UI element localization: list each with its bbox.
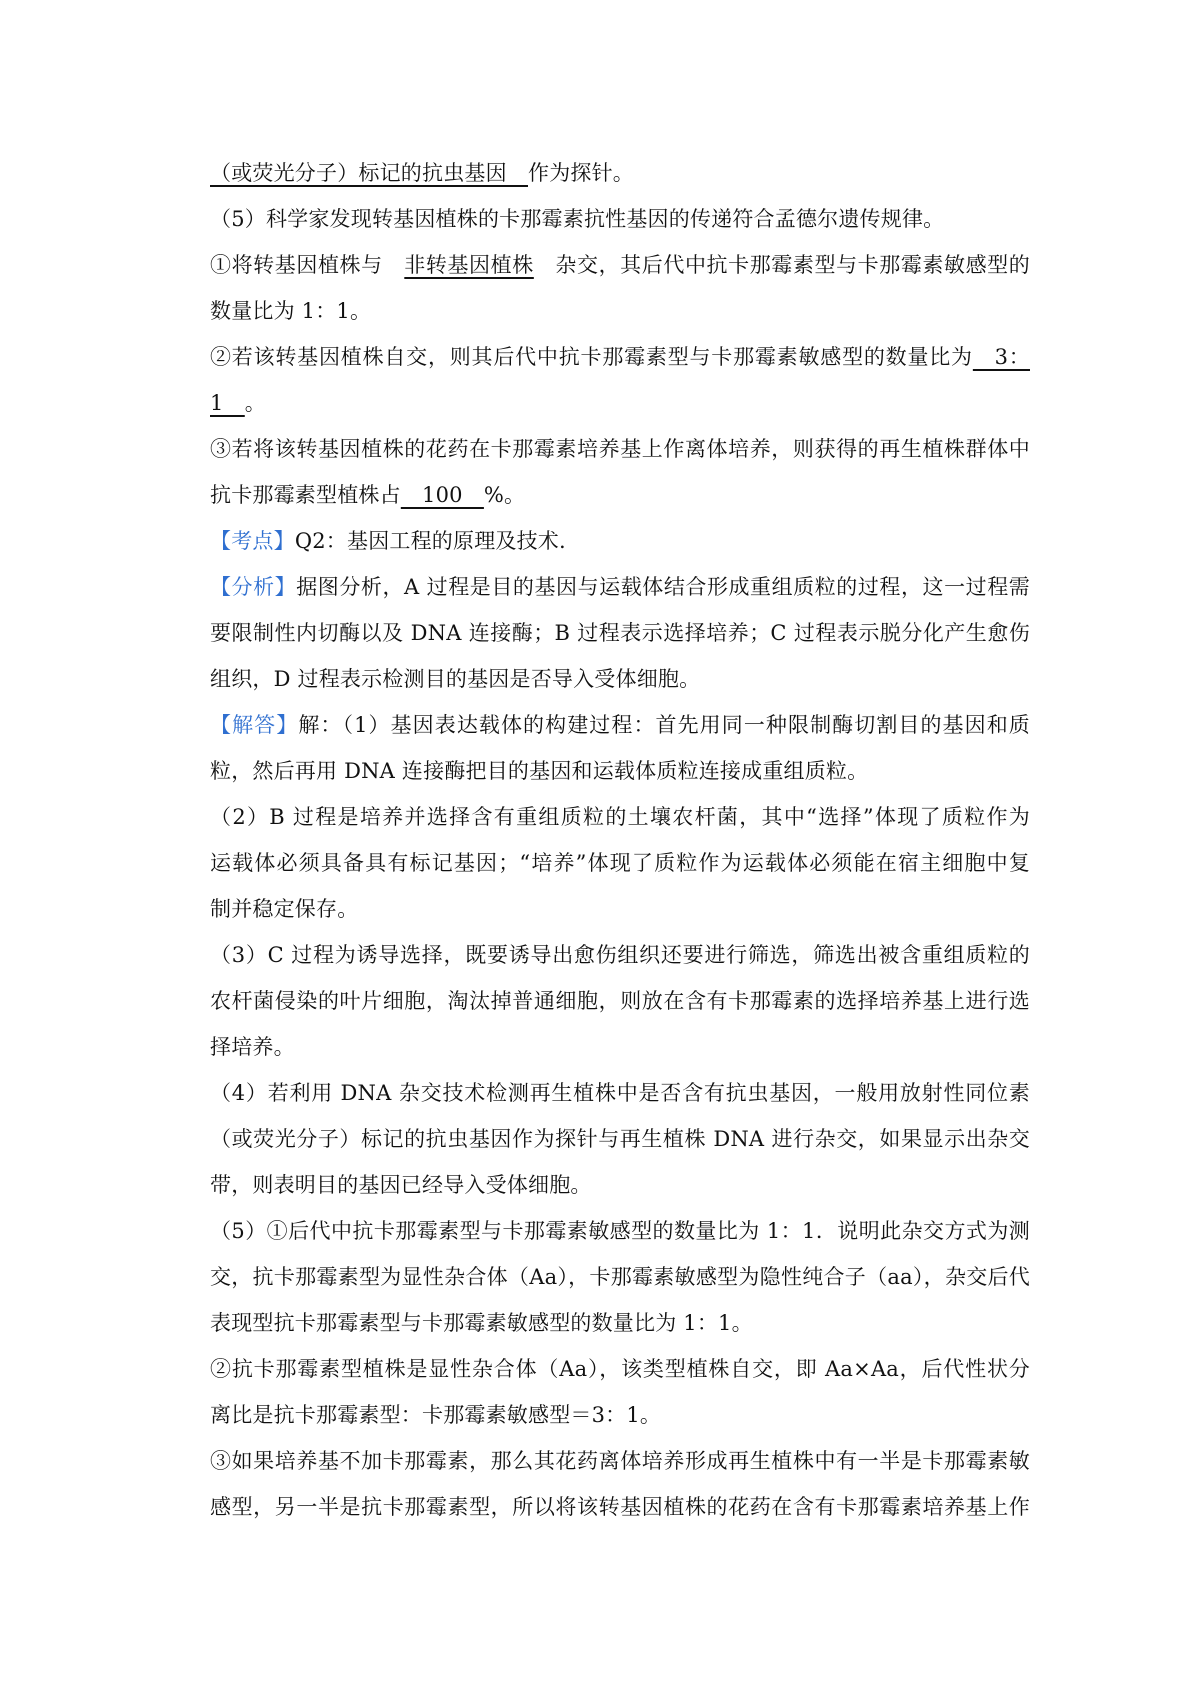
section-tag: 【考点】 bbox=[210, 529, 295, 553]
text-line bbox=[210, 610, 1030, 656]
answer-blank: 3： bbox=[972, 345, 1030, 369]
text-segment: 数量比为 1：1。 bbox=[210, 299, 372, 323]
text-line bbox=[210, 288, 1030, 334]
text-segment: 组织，D 过程表示检测目的基因是否导入受体细胞。 bbox=[210, 667, 701, 691]
text-line bbox=[210, 1208, 1030, 1254]
text-segment: 制并稳定保存。 bbox=[210, 897, 359, 921]
answer-blank: （或荧光分子）标记的抗虫基因 bbox=[210, 161, 528, 185]
text-segment: 抗卡那霉素型植株占 bbox=[210, 483, 401, 507]
text-segment: 农杆菌侵染的叶片细胞，淘汰掉普通细胞，则放在含有卡那霉素的选择培养基上进行选 bbox=[210, 989, 1030, 1013]
text-line bbox=[210, 1346, 1030, 1392]
text-line bbox=[210, 886, 1030, 932]
text-line bbox=[210, 242, 1030, 288]
text-line bbox=[210, 196, 1030, 242]
text-line bbox=[210, 932, 1030, 978]
text-line bbox=[210, 702, 1030, 748]
text-line bbox=[210, 656, 1030, 702]
text-segment: ②抗卡那霉素型植株是显性杂合体（Aa），该类型植株自交，即 Aa×Aa，后代性状分 bbox=[210, 1357, 1030, 1381]
text-segment: %。 bbox=[483, 483, 526, 507]
text-line bbox=[210, 748, 1030, 794]
text-line bbox=[210, 518, 1030, 564]
text-segment: ②若该转基因植株自交，则其后代中抗卡那霉素型与卡那霉素敏感型的数量比为 bbox=[210, 345, 973, 369]
text-segment: （2）B 过程是培养并选择含有重组质粒的土壤农杆菌，其中“选择”体现了质粒作为 bbox=[210, 805, 1030, 829]
answer-blank: 1 bbox=[210, 391, 245, 415]
text-segment: 。 bbox=[244, 391, 266, 415]
text-line bbox=[210, 380, 1030, 426]
text-segment: 杂交，其后代中抗卡那霉素型与卡那霉素敏感型的 bbox=[533, 253, 1030, 277]
text-line bbox=[210, 472, 1030, 518]
text-segment: 作为探针。 bbox=[528, 161, 634, 185]
text-line bbox=[210, 1300, 1030, 1346]
answer-blank: 非转基因植株 bbox=[404, 253, 534, 277]
text-segment: 解：（1）基因表达载体的构建过程：首先用同一种限制酶切割目的基因和质 bbox=[298, 713, 1030, 737]
text-segment: 表现型抗卡那霉素型与卡那霉素敏感型的数量比为 1：1。 bbox=[210, 1311, 753, 1335]
text-segment: ①将转基因植株与 bbox=[210, 253, 405, 277]
text-segment: （5）科学家发现转基因植株的卡那霉素抗性基因的传递符合孟德尔遗传规律。 bbox=[210, 207, 945, 231]
answer-text-body bbox=[210, 150, 1030, 1530]
text-segment: 要限制性内切酶以及 DNA 连接酶；B 过程表示选择培养；C 过程表示脱分化产生愈伤 bbox=[210, 621, 1030, 645]
text-segment: （3）C 过程为诱导选择，既要诱导出愈伤组织还要进行筛选，筛选出被含重组质粒的 bbox=[210, 943, 1030, 967]
text-segment: 粒，然后再用 DNA 连接酶把目的基因和运载体质粒连接成重组质粒。 bbox=[210, 759, 869, 783]
text-line bbox=[210, 426, 1030, 472]
text-line bbox=[210, 1254, 1030, 1300]
text-segment: 择培养。 bbox=[210, 1035, 295, 1059]
section-tag: 【分析】 bbox=[210, 575, 297, 599]
text-line bbox=[210, 1392, 1030, 1438]
text-segment: 据图分析，A 过程是目的基因与运载体结合形成重组质粒的过程，这一过程需 bbox=[296, 575, 1030, 599]
text-segment: 离比是抗卡那霉素型：卡那霉素敏感型＝3：1。 bbox=[210, 1403, 662, 1427]
text-line bbox=[210, 978, 1030, 1024]
text-segment: Q2：基因工程的原理及技术. bbox=[294, 529, 566, 553]
text-segment: 感型，另一半是抗卡那霉素型，所以将该转基因植株的花药在含有卡那霉素培养基上作 bbox=[210, 1495, 1030, 1519]
text-segment: ③如果培养基不加卡那霉素，那么其花药离体培养形成再生植株中有一半是卡那霉素敏 bbox=[210, 1449, 1030, 1473]
text-line bbox=[210, 840, 1030, 886]
answer-blank: 100 bbox=[400, 483, 484, 507]
text-segment: ③若将该转基因植株的花药在卡那霉素培养基上作离体培养，则获得的再生植株群体中 bbox=[210, 437, 1030, 461]
text-line bbox=[210, 794, 1030, 840]
text-segment: 交，抗卡那霉素型为显性杂合体（Aa），卡那霉素敏感型为隐性纯合子（aa），杂交后代 bbox=[210, 1265, 1030, 1289]
text-segment: 运载体必须具备具有标记基因；“培养”体现了质粒作为运载体必须能在宿主细胞中复 bbox=[210, 851, 1030, 875]
text-segment: （4）若利用 DNA 杂交技术检测再生植株中是否含有抗虫基因，一般用放射性同位素 bbox=[210, 1081, 1030, 1105]
text-line bbox=[210, 1484, 1030, 1530]
text-segment: （5）①后代中抗卡那霉素型与卡那霉素敏感型的数量比为 1：1．说明此杂交方式为测 bbox=[210, 1219, 1030, 1243]
text-segment: 带，则表明目的基因已经导入受体细胞。 bbox=[210, 1173, 592, 1197]
text-line bbox=[210, 334, 1030, 380]
section-tag: 【解答】 bbox=[210, 713, 299, 737]
text-line bbox=[210, 150, 1030, 196]
text-line bbox=[210, 564, 1030, 610]
text-segment: （或荧光分子）标记的抗虫基因作为探针与再生植株 DNA 进行杂交，如果显示出杂交 bbox=[210, 1127, 1030, 1151]
text-line bbox=[210, 1162, 1030, 1208]
text-line bbox=[210, 1070, 1030, 1116]
text-line bbox=[210, 1024, 1030, 1070]
text-line bbox=[210, 1116, 1030, 1162]
text-line bbox=[210, 1438, 1030, 1484]
